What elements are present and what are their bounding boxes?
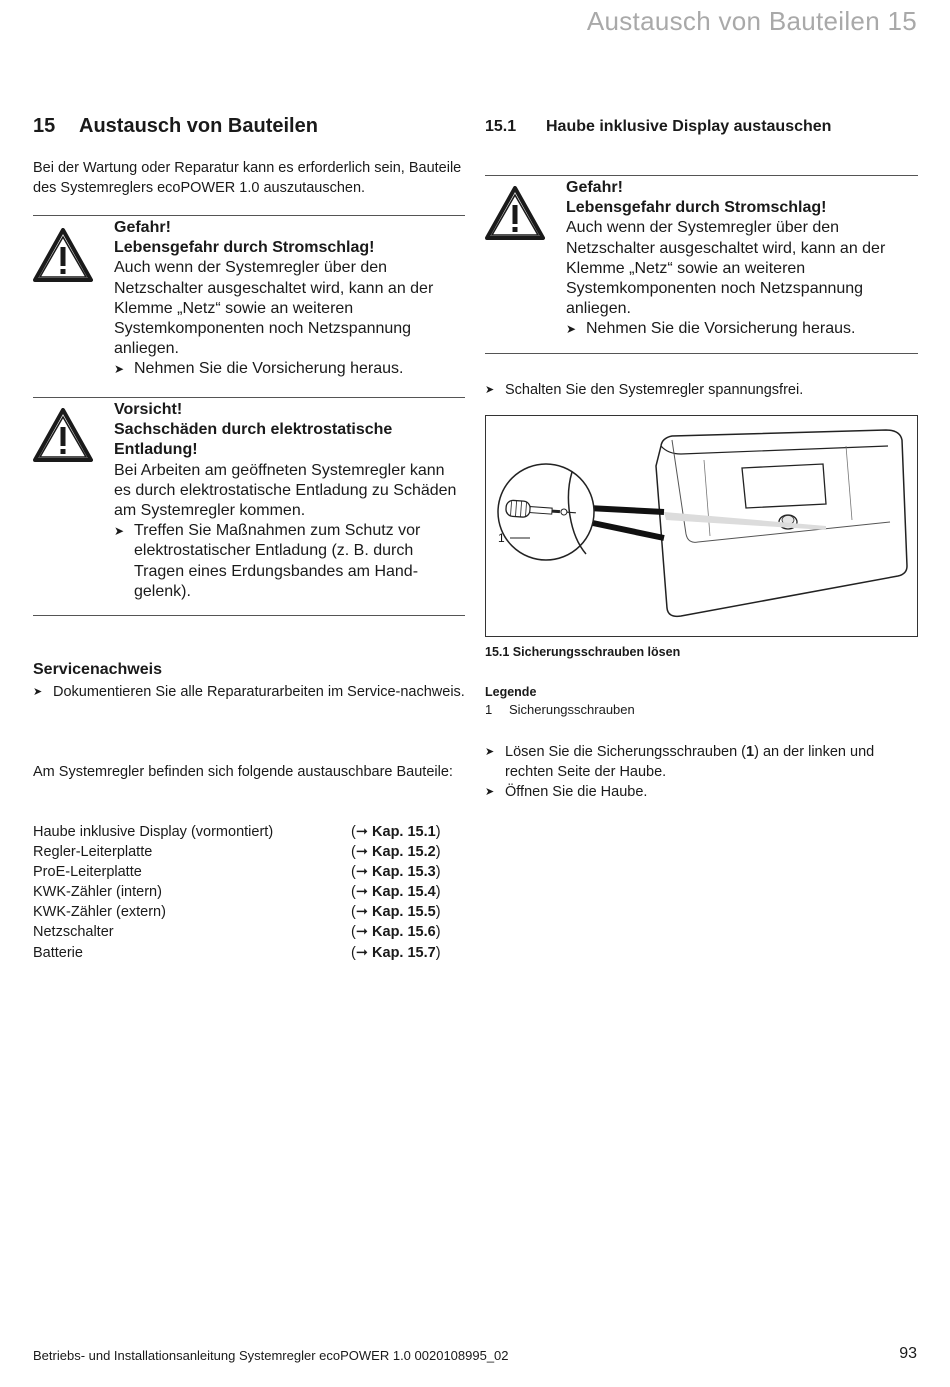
danger-warning-box [33, 215, 465, 397]
warning-title: Vorsicht! [114, 401, 183, 418]
figure-callout-label: 1 [498, 531, 505, 545]
parts-list [33, 822, 465, 963]
chapter-link[interactable]: Kap. 15.4 [372, 884, 436, 901]
service-step-text: Dokumentieren Sie alle Reparaturarbeiten im Service-nachweis. [53, 684, 465, 700]
arrow-right-icon: ➞ [355, 904, 368, 921]
danger-warning-body [566, 178, 918, 340]
chapter-link[interactable]: Kap. 15.2 [372, 844, 436, 861]
service-heading: Servicenachweis [33, 661, 162, 678]
part-name: Haube inklusive Display (vormontiert) [33, 824, 274, 840]
housing-screw-illustration [486, 416, 917, 636]
part-name: KWK-Zähler (extern) [33, 904, 166, 921]
part-ref: (➞ Kap. 15.5) [351, 904, 441, 921]
part-ref: (➞ Kap. 15.4) [351, 884, 441, 901]
warning-triangle-icon [33, 408, 93, 462]
legend-title: Legende [485, 685, 537, 699]
legend-text: Sicherungsschrauben [509, 702, 635, 717]
step-loosen-screws [485, 742, 918, 782]
parts-intro: Am Systemregler befinden sich folgende austauschbare Bauteile: [33, 764, 453, 780]
warning-triangle-icon [485, 186, 545, 240]
list-item [33, 943, 465, 963]
figure-caption: 15.1 Sicherungsschrauben lösen [485, 645, 681, 659]
part-ref: (➞ Kap. 15.2) [351, 844, 441, 861]
arrow-right-icon: ➞ [355, 884, 368, 901]
warning-step: ➤ Nehmen Sie die Vorsicherung heraus. [566, 319, 918, 339]
warning-step: ➤ Nehmen Sie die Vorsicherung heraus. [114, 359, 465, 379]
warning-text: Auch wenn der Systemregler über den Netzschalter ausgeschaltet wird, kann an der Klemme „Netz“ sowie an weiteren Systemkomponenten noch Netzspannung anliegen. [566, 219, 886, 318]
part-ref: (➞ Kap. 15.1) [351, 824, 441, 840]
arrow-right-icon: ➞ [355, 864, 368, 881]
part-name: Netzschalter [33, 924, 114, 941]
part-name: Batterie [33, 944, 83, 961]
divider [485, 353, 918, 354]
part-ref: (➞ Kap. 15.7) [351, 944, 441, 961]
intro-text: Bei der Wartung oder Reparatur kann es erforderlich sein, Bauteile des Systemreglers ecoPOWER 1.0 auszutauschen. [33, 160, 462, 196]
arrow-icon: ➤ [33, 686, 43, 698]
figure-housing-illustration [485, 415, 918, 637]
warning-subtitle: Lebensgefahr durch Stromschlag! [566, 199, 827, 217]
chapter-number: 15 [33, 115, 56, 137]
divider [33, 615, 465, 616]
warning-title: Gefahr! [566, 179, 623, 196]
service-step [33, 682, 465, 702]
chapter-link[interactable]: Kap. 15.1 [372, 824, 436, 840]
section-number: 15.1 [485, 118, 517, 135]
step-open-cover [485, 782, 918, 802]
part-name: KWK-Zähler (intern) [33, 884, 162, 901]
part-ref: (➞ Kap. 15.6) [351, 924, 441, 941]
part-name: ProE-Leiterplatte [33, 864, 142, 881]
arrow-right-icon: ➞ [355, 944, 368, 961]
chapter-link[interactable]: Kap. 15.5 [372, 904, 436, 921]
arrow-right-icon: ➞ [355, 824, 368, 840]
warning-triangle-icon [33, 228, 93, 282]
list-item [33, 822, 465, 842]
step-text: Öffnen Sie die Haube. [505, 784, 648, 800]
section-title: Haube inklusive Display austauschen [546, 118, 832, 135]
step-de-energize [485, 380, 918, 400]
part-name: Regler-Leiterplatte [33, 844, 153, 861]
list-item [33, 862, 465, 882]
list-item [33, 902, 465, 922]
arrow-icon: ➤ [485, 786, 495, 798]
legend-item [485, 702, 635, 717]
step-text: Schalten Sie den Systemregler spannungsfrei. [505, 382, 804, 398]
arrow-right-icon: ➞ [355, 844, 368, 861]
step-text-ref: 1 [746, 744, 755, 760]
caution-warning-box [33, 397, 465, 615]
step-text-c: ) an der linken und rechten Seite der Haube. [505, 744, 875, 780]
footer-text: Betriebs- und Installationsanleitung Systemregler ecoPOWER 1.0 0020108995_02 [33, 1348, 509, 1363]
warning-subtitle: Lebensgefahr durch Stromschlag! [114, 239, 375, 257]
warning-text: Bei Arbeiten am geöffneten Systemregler kann es durch elektrostatische Entladung zu Schäden am Systemregler kommen. [114, 461, 457, 520]
arrow-icon: ➤ [485, 746, 495, 758]
list-item [33, 922, 465, 942]
warning-step: ➤ Treffen Sie Maßnahmen zum Schutz vor elektrostatischer Entladung (z. B. durch Tragen eines Erdungsbandes am Hand-gelenk). [114, 521, 465, 602]
list-item [33, 882, 465, 902]
list-item [33, 842, 465, 862]
section-heading [485, 118, 831, 136]
arrow-right-icon: ➞ [355, 924, 368, 941]
chapter-link[interactable]: Kap. 15.3 [372, 864, 436, 881]
page-number: 93 [899, 1345, 917, 1362]
warning-subtitle: Sachschäden durch elektrostatische Entladung! [114, 421, 393, 459]
legend-number: 1 [485, 702, 493, 717]
running-head: Austausch von Bauteilen 15 [586, 6, 917, 36]
danger-warning-box [485, 175, 918, 353]
arrow-icon: ➤ [485, 384, 495, 396]
warning-title: Gefahr! [114, 219, 171, 236]
chapter-title: Austausch von Bauteilen [79, 115, 318, 137]
part-ref: (➞ Kap. 15.3) [351, 864, 441, 881]
step-text-a: Lösen Sie die Sicherungsschrauben ( [505, 744, 747, 760]
chapter-heading [33, 115, 318, 138]
chapter-link[interactable]: Kap. 15.7 [372, 944, 436, 961]
chapter-link[interactable]: Kap. 15.6 [372, 924, 436, 941]
danger-warning-body [114, 218, 465, 380]
warning-text: Auch wenn der Systemregler über den Netzschalter ausgeschaltet wird, kann an der Klemme „Netz“ sowie an weiteren Systemkomponenten noch Netzspannung anliegen. [114, 259, 434, 358]
caution-warning-body [114, 400, 465, 602]
